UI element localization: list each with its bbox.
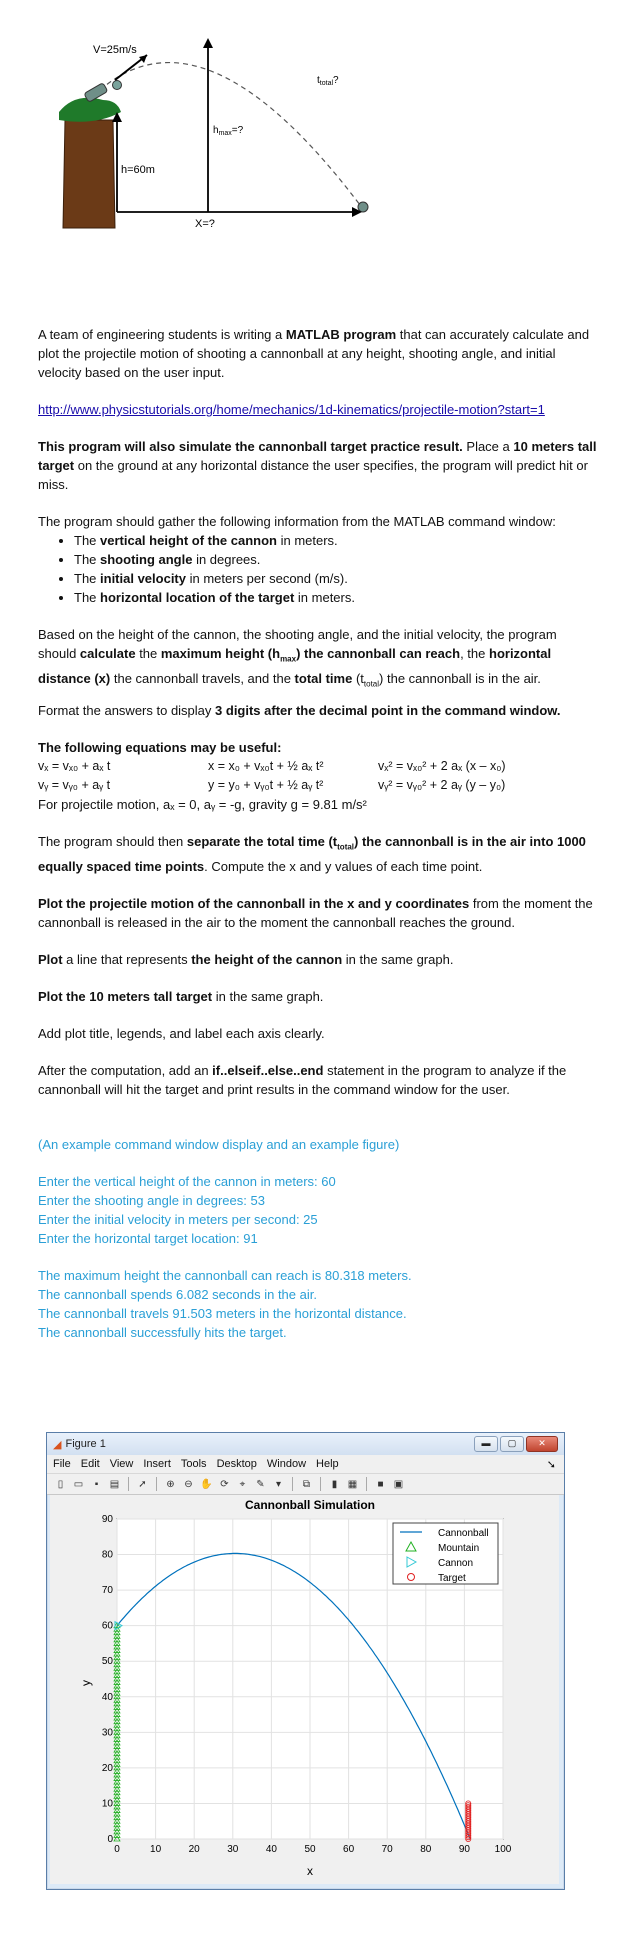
cannon-icon: [84, 81, 122, 103]
menu-edit[interactable]: Edit: [80, 1458, 100, 1470]
y-tick-label: 70: [101, 1585, 113, 1597]
minimize-button[interactable]: ▬: [474, 1436, 498, 1452]
example-output-line: The cannonball successfully hits the target.: [38, 1324, 287, 1340]
legend-cannon-label: Cannon: [438, 1558, 474, 1569]
y-tick-label: 30: [101, 1727, 113, 1739]
x-tick-label: 70: [381, 1844, 393, 1855]
legend-cannonball-label: Cannonball: [438, 1528, 489, 1539]
intro-paragraph: A team of engineering students is writing a MATLAB program that can accurately calculate and plot the projectile motion of shooting a cannonball at any height, shooting angle, and initial velocity based on the user input.: [38, 327, 590, 380]
dropdown-icon[interactable]: ▾: [275, 1478, 282, 1490]
maximize-button[interactable]: ▢: [500, 1436, 524, 1452]
legend-icon[interactable]: ▦: [347, 1478, 358, 1490]
equation: vₓ² = vₓ₀² + 2 aₓ (x – x₀): [378, 759, 506, 774]
close-button[interactable]: ✕: [526, 1436, 558, 1452]
list-item: • The horizontal location of the target in meters.: [74, 588, 598, 607]
figure-menubar: [47, 1455, 564, 1474]
window-title: Figure 1: [65, 1438, 106, 1450]
x-tick-label: 0: [114, 1844, 120, 1855]
menu-tools[interactable]: Tools: [180, 1458, 207, 1470]
colorbar-icon[interactable]: ▮: [331, 1478, 338, 1490]
example-output: [38, 1135, 598, 1342]
gather-intro: The program should gather the following information from the MATLAB command window:: [38, 514, 556, 529]
x-tick-label: 40: [265, 1844, 277, 1855]
format-paragraph: Format the answers to display 3 digits after the decimal point in the command window.: [38, 703, 561, 719]
input-list: [60, 531, 598, 607]
x-axis-label: x: [307, 1864, 313, 1878]
separate-paragraph: The program should then separate the total time $(t_{total})$ the cannonball is in the air into 1000 equally spaced time points. Compute the x and y values of each time point.: [38, 834, 586, 874]
open-icon[interactable]: ▭: [73, 1478, 84, 1490]
equation: vₓ = vₓ₀ + aₓ t: [38, 759, 111, 774]
example-input-line: Enter the initial velocity in meters per second: 25: [38, 1211, 318, 1227]
menu-file[interactable]: File: [53, 1458, 71, 1470]
reference-link[interactable]: http://www.physicstutorials.org/home/mechanics/1d-kinematics/projectile-motion?start=1: [38, 402, 545, 417]
legend: [393, 1523, 498, 1584]
x-tick-label: 30: [227, 1844, 239, 1855]
menu-insert[interactable]: Insert: [143, 1458, 171, 1470]
x-tick-label: 20: [188, 1844, 200, 1855]
menu-window[interactable]: Window: [266, 1458, 307, 1470]
calc-paragraph: Based on the height of the cannon, the shooting angle, and the initial velocity, the program should calculate the maximum height $(h_{max})$ the cannonball can reach, the horizontal distance (x) the cannonball travels, and the total time $(t_{total})$ the cannonball is in the air.: [38, 627, 557, 689]
x-tick-label: 90: [458, 1844, 470, 1855]
plot-paragraph-3: Plot the 10 meters tall target in the same graph.: [38, 988, 324, 1004]
cannonball-chart: [50, 1495, 559, 1884]
show-tools-icon[interactable]: ▣: [393, 1478, 404, 1490]
target-paragraph: This program will also simulate the cannonball target practice result. Place a 10 meters tall target on the ground at any horizontal distance the user specifies, the program will predict hit or miss.: [38, 439, 597, 492]
rotate-icon[interactable]: ⟳: [220, 1478, 229, 1490]
equation: vᵧ² = vᵧ₀² + 2 aᵧ (y – y₀): [378, 778, 506, 793]
hmax-label: $h_{max}=$?: [213, 125, 244, 137]
if-paragraph: After the computation, add an if..elseif..else..end statement in the program to analyze if the cannonball will hit the target and print results in the command window for the user.: [38, 1062, 567, 1097]
example-output-line: The cannonball travels 91.503 meters in the horizontal distance.: [38, 1305, 407, 1321]
plot-paragraph-2: Plot a line that represents the height of the cannon in the same graph.: [38, 951, 454, 967]
save-icon[interactable]: ▪: [94, 1478, 99, 1490]
example-output-line: The maximum height the cannonball can reach is 80.318 meters.: [38, 1267, 412, 1283]
print-icon[interactable]: ▤: [109, 1478, 120, 1490]
legend-mountain-label: Mountain: [438, 1543, 480, 1554]
example-input-line: Enter the vertical height of the cannon in meters: 60: [38, 1173, 336, 1189]
y-tick-label: 10: [101, 1798, 113, 1810]
example-input-line: Enter the horizontal target location: 91: [38, 1230, 258, 1246]
equation: x = x₀ + vₓ₀t + ½ aₓ t²: [208, 759, 324, 774]
menu-view[interactable]: View: [109, 1458, 134, 1470]
data-cursor-icon[interactable]: ⌖: [239, 1478, 246, 1490]
height-label: h=60m: [121, 164, 155, 176]
pointer-icon[interactable]: ➚: [138, 1478, 147, 1490]
tree-trunk: [63, 120, 115, 228]
y-axis-label: y: [79, 1680, 93, 1686]
menu-desktop[interactable]: Desktop: [216, 1458, 257, 1470]
menu-help[interactable]: Help: [316, 1458, 339, 1470]
projectile-sketch: [55, 30, 455, 290]
legend-target-label: Target: [438, 1573, 466, 1584]
figure-window: [46, 1432, 565, 1890]
y-tick-label: 60: [101, 1620, 113, 1632]
y-tick-label: 50: [101, 1656, 113, 1668]
hide-tools-icon[interactable]: ■: [377, 1478, 384, 1490]
y-tick-label: 20: [101, 1762, 113, 1774]
equation: vᵧ = vᵧ₀ + aᵧ t: [38, 778, 111, 793]
equations-block: The following equations may be useful: vₓ = vₓ₀ + aₓ t x = x₀ + vₓ₀t + ½ aₓ t² vₓ² = vₓ₀² + 2 aₓ (x – x₀) vᵧ = vᵧ₀ + aᵧ t y = y₀ + vᵧ₀t + ½ aᵧ t² vᵧ² = vᵧ₀² + 2 aᵧ (y – y₀) For projectile motion, aₓ = 0, aᵧ = -g, gravity g = 9.81 m/s²: [38, 738, 598, 814]
landing-point: [358, 202, 368, 212]
link-icon[interactable]: ⧉: [302, 1478, 311, 1490]
brush-icon[interactable]: ✎: [256, 1478, 265, 1490]
example-input-line: Enter the shooting angle in degrees: 53: [38, 1192, 265, 1208]
list-item: • The shooting angle in degrees.: [74, 550, 598, 569]
plot-paragraph-4: Add plot title, legends, and label each axis clearly.: [38, 1025, 325, 1041]
menu-arrow-icon[interactable]: ➘: [546, 1458, 556, 1471]
x-tick-label: 10: [150, 1844, 162, 1855]
y-tick-label: 40: [101, 1691, 113, 1703]
assignment-text: [38, 325, 598, 1342]
list-item: • The initial velocity in meters per second (m/s).: [74, 569, 598, 588]
equation: y = y₀ + vᵧ₀t + ½ aᵧ t²: [208, 778, 324, 793]
x-label: X=?: [195, 218, 215, 230]
zoom-out-icon[interactable]: ⊖: [184, 1478, 193, 1490]
velocity-label: V=25m/s: [93, 44, 137, 56]
plot-paragraph-1: Plot the projectile motion of the cannonball in the x and y coordinates from the moment the cannonball is released in the air to the moment the cannonball reaches the ground.: [38, 895, 593, 930]
x-tick-label: 60: [343, 1844, 355, 1855]
y-tick-label: 80: [101, 1549, 113, 1561]
chart-title: Cannonball Simulation: [244, 1498, 376, 1512]
y-tick-label: 0: [107, 1834, 113, 1845]
x-tick-label: 50: [304, 1844, 316, 1855]
x-tick-label: 80: [420, 1844, 432, 1855]
matlab-icon: ◢: [53, 1438, 62, 1451]
y-tick-label: 90: [101, 1514, 113, 1525]
list-item: • The vertical height of the cannon in meters.: [74, 531, 598, 550]
example-heading: (An example command window display and an example figure): [38, 1136, 400, 1152]
figure-toolbar: [47, 1474, 564, 1495]
figure-titlebar: [47, 1433, 564, 1455]
pan-icon[interactable]: ✋: [200, 1478, 213, 1490]
ttotal-label: $t_{total}$?: [317, 75, 339, 87]
plot-area: [50, 1495, 559, 1884]
new-figure-icon[interactable]: ▯: [57, 1478, 64, 1490]
equation-note: For projectile motion, aₓ = 0, aᵧ = -g, gravity g = 9.81 m/s²: [38, 797, 367, 813]
zoom-in-icon[interactable]: ⊕: [166, 1478, 175, 1490]
x-tick-label: 100: [494, 1844, 512, 1855]
example-output-line: The cannonball spends 6.082 seconds in the air.: [38, 1286, 317, 1302]
